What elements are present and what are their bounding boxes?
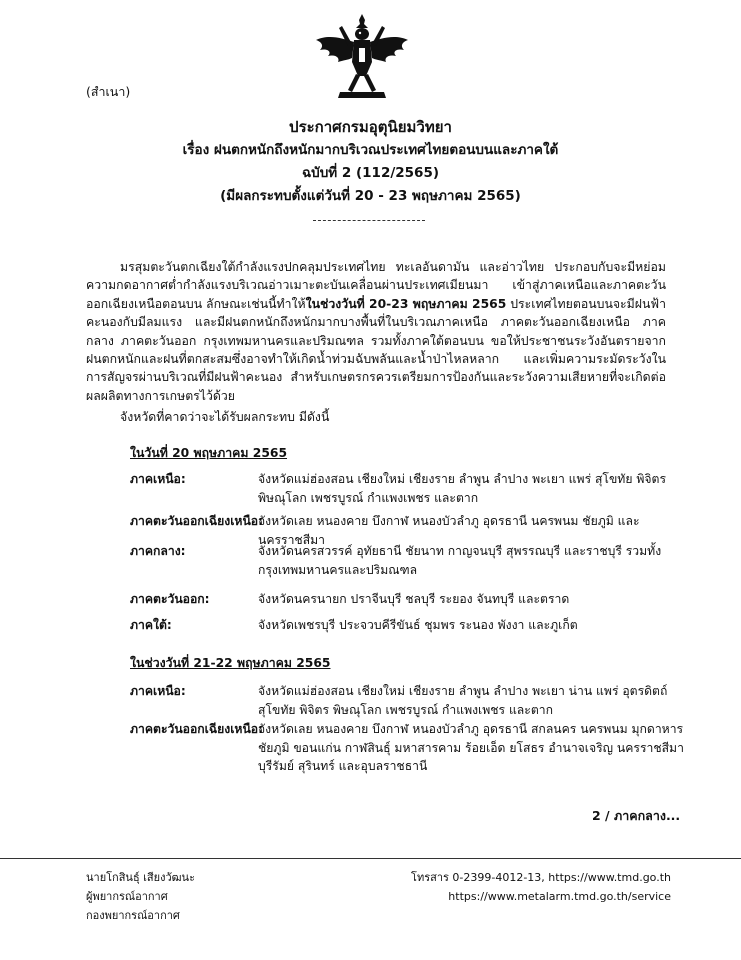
day-heading-1: ในวันที่ 20 พฤษภาคม 2565 [130,446,288,460]
region-name: ภาคตะวันออกเฉียงเหนือ: [130,722,263,736]
title-divider [313,220,425,221]
copy-label: (สำเนา) [86,84,131,99]
region-provinces: จังหวัดนครนายก ปราจีนบุรี ชลบุรี ระยอง จันทบุรี และตราด [258,592,570,606]
signer-division: กองพยากรณ์อากาศ [86,909,180,922]
region-provinces: จังหวัดแม่ฮ่องสอน เชียงใหม่ เชียงราย ลำพูน ลำปาง พะเยา น่าน แพร่ อุตรดิตถ์ สุโขทัย พิจิตร พิษณุโลก เพชรบูรณ์ กำแพงเพชร และตาก [258,684,668,717]
effective-period: (มีผลกระทบตั้งแต่วันที่ 20 - 23 พฤษภาคม 2565) [220,188,521,204]
garuda-emblem-icon [312,14,412,98]
issue-number: ฉบับที่ 2 (112/2565) [301,165,440,181]
signer-block [86,868,195,925]
region-provinces: จังหวัดเลย หนองคาย บึงกาฬ หนองบัวลำภู อุดรธานี นครพนม ชัยภูมิ และนครราชสีมา [258,514,640,547]
footer-rule [0,858,741,859]
region-name: ภาคตะวันออก: [130,592,210,606]
region-name: ภาคเหนือ: [130,472,186,486]
region-name: ภาคตะวันออกเฉียงเหนือ: [130,514,263,528]
main-paragraph [86,258,666,405]
web-line: https://www.metalarm.tmd.go.th/service [448,890,671,903]
signer-role: ผู้พยากรณ์อากาศ [86,890,168,903]
contact-block [411,868,671,906]
signer-name: นายโกสินธุ์ เสียงวัฒนะ [86,871,195,884]
region-provinces: จังหวัดเลย หนองคาย บึงกาฬ หนองบัวลำภู อุดรธานี สกลนคร นครพนม มุกดาหาร ชัยภูมิ ขอนแก่น กาฬสินธุ์ มหาสารคาม ร้อยเอ็ด ยโสธร อำนาจเจริญ นครราชสีมา บุรีรัมย์ สุรินทร์ และอุบลราชธานี [258,722,684,773]
region-provinces: จังหวัดนครสวรรค์ อุทัยธานี ชัยนาท กาญจนบุรี สุพรรณบุรี และราชบุรี รวมทั้งกรุงเทพมหานครและปริมณฑล [258,544,662,577]
region-name: ภาคใต้: [130,618,172,632]
region-provinces: จังหวัดเพชรบุรี ประจวบคีรีขันธ์ ชุมพร ระนอง พังงา และภูเก็ต [258,618,578,632]
document-title-block [0,116,741,208]
paragraph-period-bold: ในช่วงวันที่ 20-23 พฤษภาคม 2565 [305,296,507,311]
paragraph-text-end: ประเทศไทยตอนบนจะมีฝนฟ้าคะนองกับมีลมแรง และมีฝนตกหนักถึงหนักมากบางพื้นที่ในบริเวณภาคเหนือ ภาคตะวันออกเฉียงเหนือ ภาคกลาง ภาคตะวันออก กรุงเทพมหานครและปริมณฑล รวมทั้งภาคใต้ตอนบน ขอให้ประชาชนระวังอันตรายจากฝนตกหนักและฝนที่ตกสะสมซึ่งอาจทำให้เกิดน้ำท่วมฉับพลันและน้ำป่าไหลหลาก และเพิ่มความระมัดระวังในการสัญจรผ่านบริเวณที่มีฝนฟ้าคะนอง สำหรับเกษตรกรควรเตรียมการป้องกันและระวังความเสียหายที่จะเกิดต่อผลผลิตทางการเกษตรไว้ด้วย [86,296,666,403]
next-page-marker: 2 / ภาคกลาง... [592,808,681,823]
region-provinces: จังหวัดแม่ฮ่องสอน เชียงใหม่ เชียงราย ลำพูน ลำปาง พะเยา แพร่ สุโขทัย พิจิตร พิษณุโลก เพชรบูรณ์ กำแพงเพชร และตาก [258,472,666,505]
day-heading-2: ในช่วงวันที่ 21-22 พฤษภาคม 2565 [130,656,331,670]
document-title: ประกาศกรมอุตุนิยมวิทยา [289,118,452,136]
fax-line: โทรสาร 0-2399-4012-13, https://www.tmd.go.th [411,871,671,884]
document-subject: เรื่อง ฝนตกหนักถึงหนักมากบริเวณประเทศไทยตอนบนและภาคใต้ [182,142,559,158]
affected-intro: จังหวัดที่คาดว่าจะได้รับผลกระทบ มีดังนี้ [120,410,330,424]
region-name: ภาคเหนือ: [130,684,186,698]
region-name: ภาคกลาง: [130,544,186,558]
paragraph-text-start: มรสุมตะวันตกเฉียงใต้กำลังแรงปกคลุมประเทศไทย ทะเลอันดามัน และอ่าวไทย ประกอบกับจะมีหย่อมความกดอากาศต่ำกำลังแรงบริเวณอ่าวเมาะตะบันเคลื่อนผ่านประเทศเมียนมา เข้าสู่ภาคเหนือและภาคตะวันออกเฉียงเหนือตอนบน ลักษณะเช่นนี้ทำให้ [86,260,666,311]
